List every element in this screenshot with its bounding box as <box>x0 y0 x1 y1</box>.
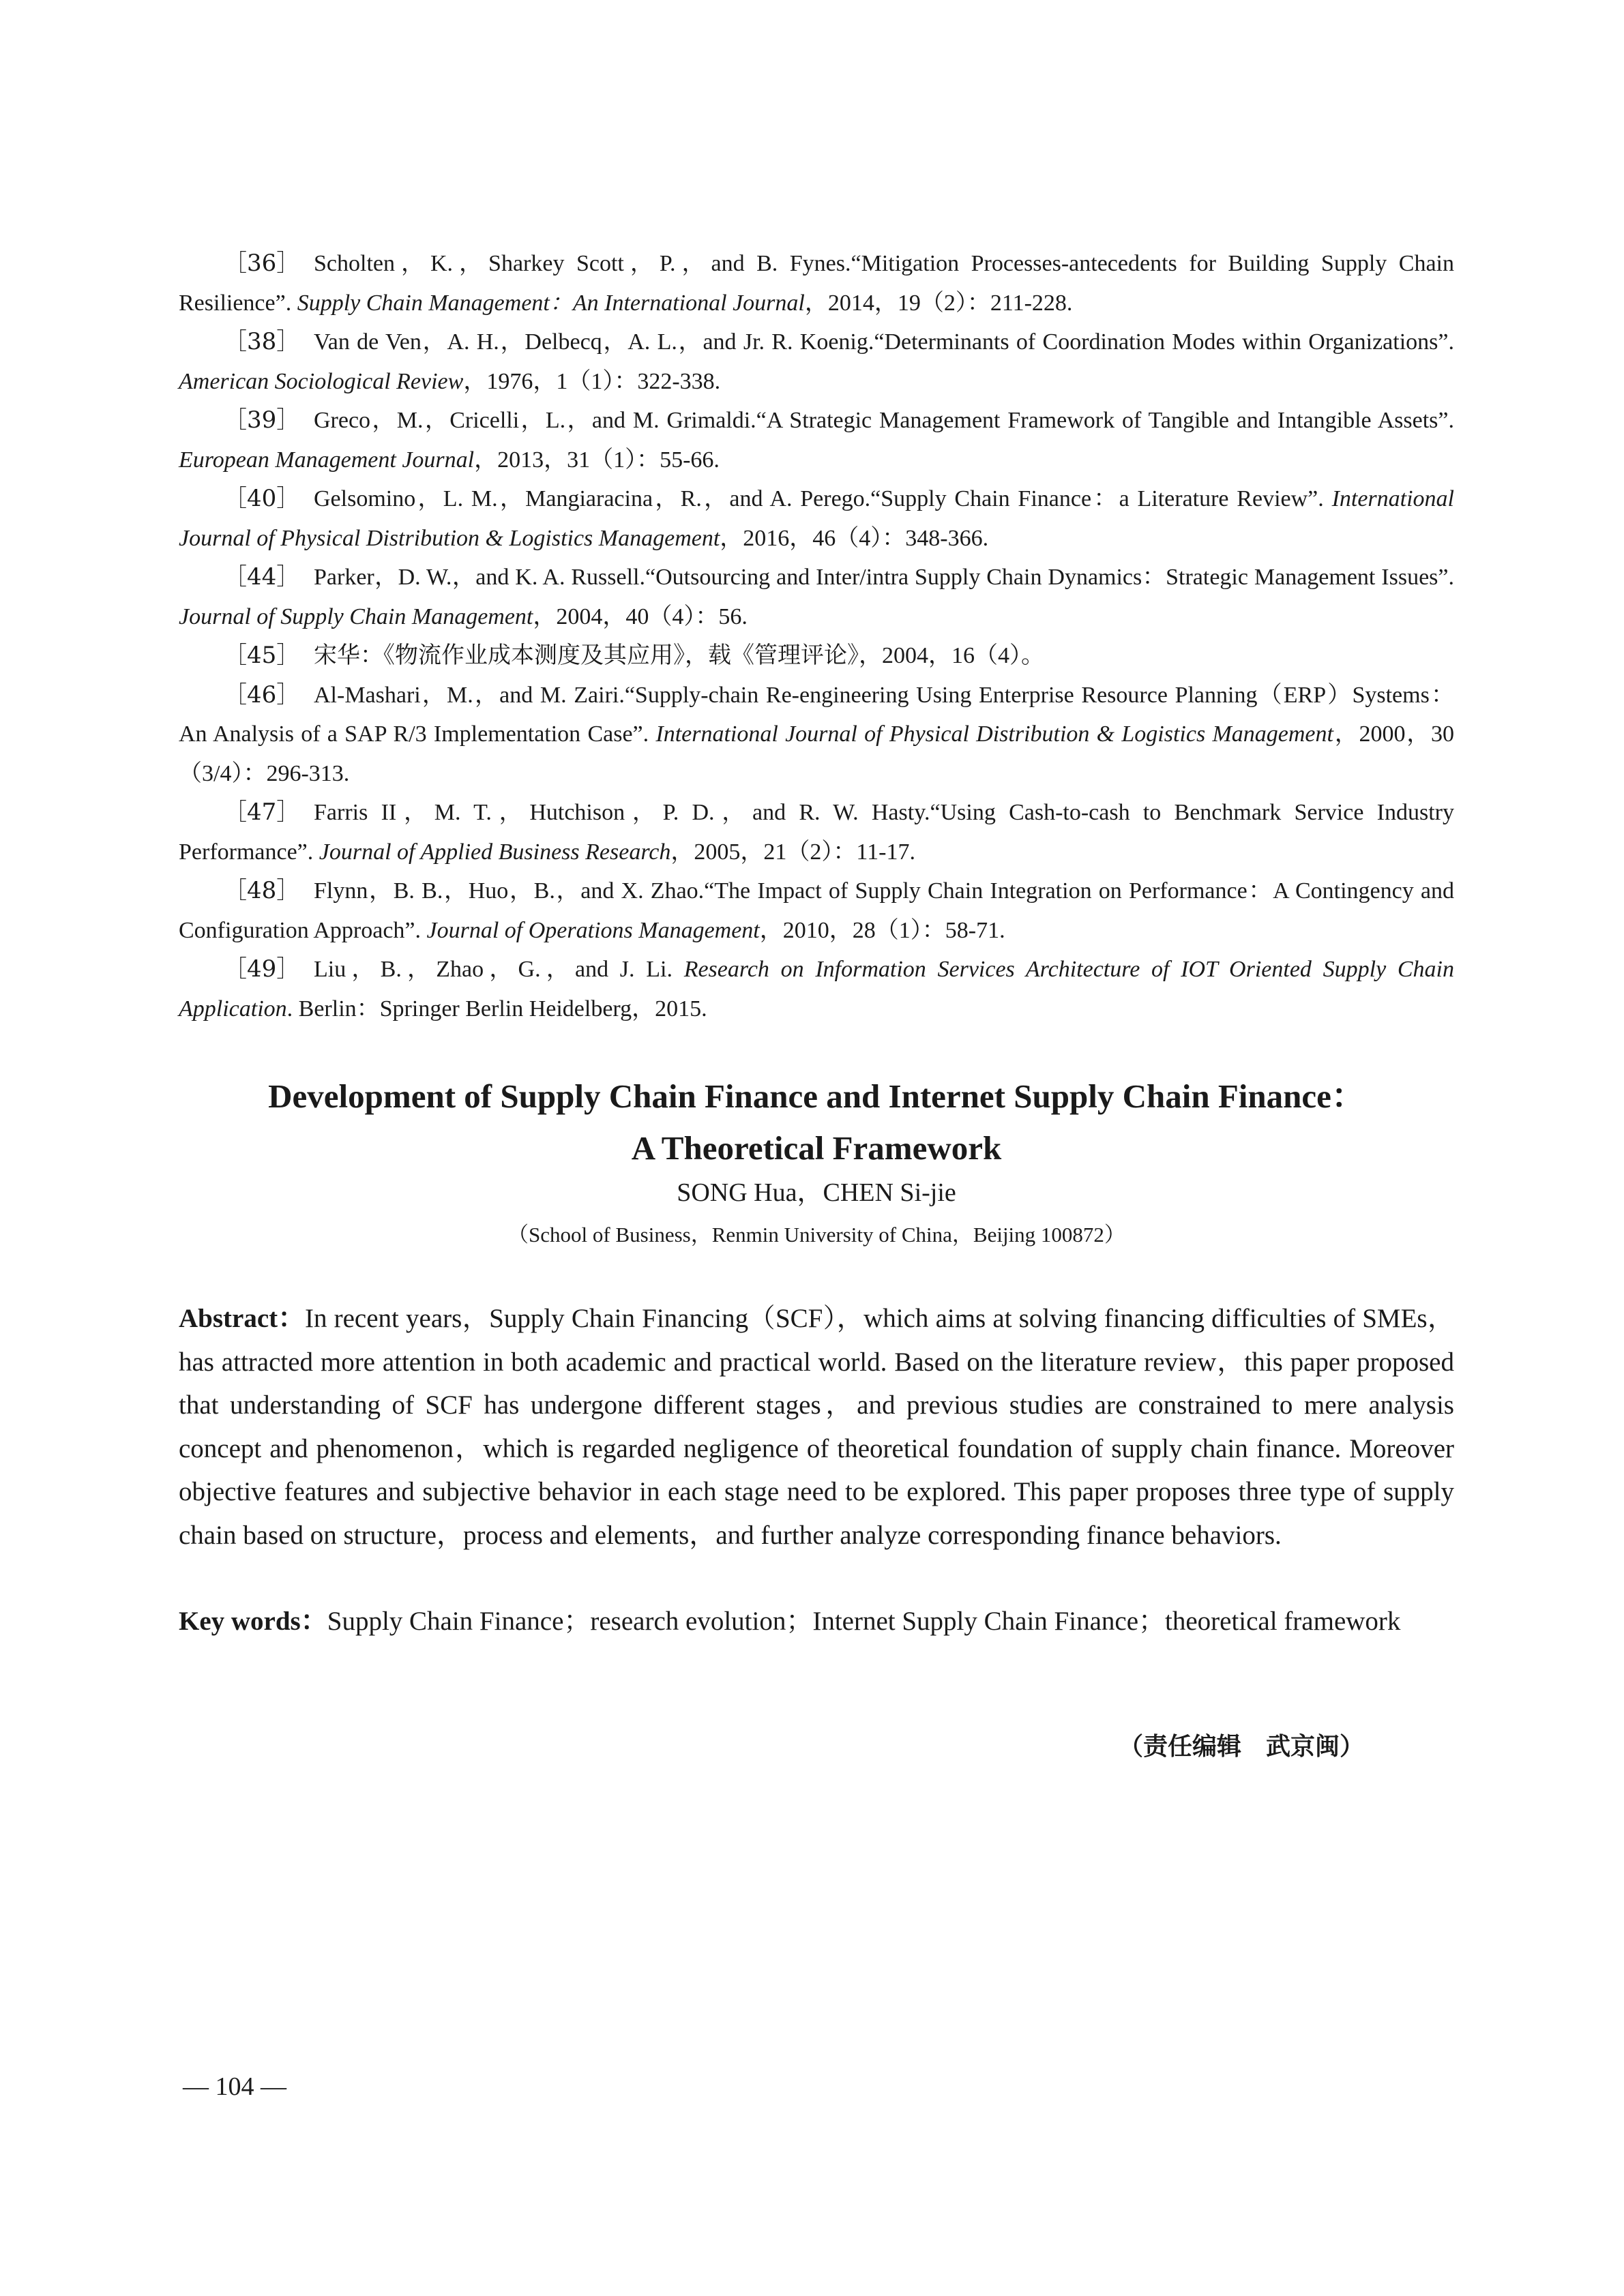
reference-text: Farris II，M. T.，Hutchison，P. D.，and R. W. Hasty.“Using Cash-to-cash to Benchmark Service Industry Performance”. <box>179 800 1454 865</box>
reference-item <box>179 244 1454 323</box>
reference-details: ，2010，28（1）：58-71. <box>759 917 1005 943</box>
editor-note: （责任编辑 武京闽） <box>1119 1733 1365 1761</box>
reference-source: International Journal of Physical Distribution & Logistics Management <box>655 721 1333 747</box>
english-title <box>179 1071 1454 1174</box>
abstract-text: In recent years，Supply Chain Financing（SCF），which aims at solving financing difficulties of SMEs，has attracted more attention in both academic and practical world. Based on the literature review，this paper proposed that understanding of SCF has undergone different stages，and previous studies are constrained to mere analysis concept and phenomenon，which is regarded negligence of theoretical foundation of supply chain finance. Moreover objective features and subjective behavior in each stage need to be explored. This paper proposes three type of supply chain based on structure，process and elements，and further analyze corresponding finance behaviors. <box>179 1304 1455 1550</box>
reference-text: Liu，B.，Zhao，G.，and J. Li. <box>314 957 684 982</box>
reference-source: Journal of Operations Management <box>426 917 760 943</box>
reference-text: Parker，D. W.，and K. A. Russell.“Outsourcing and Inter/intra Supply Chain Dynamics：Strategic Management Issues”. <box>314 565 1454 590</box>
reference-number: ［39］ <box>224 406 300 434</box>
reference-item <box>179 950 1454 1028</box>
reference-number: ［45］ <box>224 642 300 669</box>
reference-source: Journal of Supply Chain Management <box>179 603 533 629</box>
title-line-2: A Theoretical Framework <box>631 1129 1002 1167</box>
title-line-1: Development of Supply Chain Finance and Internet Supply Chain Finance： <box>268 1077 1365 1115</box>
reference-item <box>179 323 1454 401</box>
reference-text: Scholten，K.，Sharkey Scott，P.，and B. Fynes.“Mitigation Processes-antecedents for Building Supply Chain Resilience”. <box>179 251 1454 316</box>
reference-text: Gelsomino，L. M.，Mangiaracina，R.，and A. Perego.“Supply Chain Finance：a Literature Review”. <box>314 486 1332 511</box>
reference-details: ，2013，31（1）：55-66. <box>474 447 720 473</box>
reference-source: Research on Information Services Architecture of IOT Oriented Supply Chain Application <box>179 957 1454 1022</box>
reference-details: ，2000，30（3/4）：296-313. <box>179 721 1455 786</box>
reference-number: ［44］ <box>224 563 300 591</box>
authors: SONG Hua，CHEN Si-jie <box>677 1178 956 1207</box>
abstract-label: Abstract： <box>179 1304 305 1333</box>
reference-source: Supply Chain Management：An International Journal <box>297 290 805 316</box>
reference-source: American Sociological Review <box>179 368 464 394</box>
reference-text: Al-Mashari，M.，and M. Zairi.“Supply-chain Re-engineering Using Enterprise Resource Planning（ERP）Systems：An Analysis of a SAP R/3 Implementation Case”. <box>179 682 1454 747</box>
reference-number: ［40］ <box>224 485 300 512</box>
reference-source: Journal of Applied Business Research <box>319 839 671 865</box>
reference-details: ，2004，40（4）：56. <box>533 603 748 629</box>
keywords-label: Key words： <box>179 1607 327 1636</box>
reference-item <box>179 871 1454 950</box>
reference-source: International Journal of Physical Distribution & Logistics Management <box>179 486 1454 551</box>
reference-number: ［47］ <box>224 799 300 826</box>
reference-details: ，1976，1（1）：322-338. <box>463 368 721 394</box>
affiliation: （School of Business，Renmin University of China，Beijing 100872） <box>507 1223 1125 1247</box>
abstract <box>179 1297 1454 1557</box>
reference-item <box>179 558 1454 636</box>
reference-number: ［46］ <box>224 681 300 709</box>
reference-number: ［38］ <box>224 328 300 355</box>
reference-item <box>179 793 1454 871</box>
reference-item <box>179 636 1454 676</box>
reference-number: ［36］ <box>224 250 300 277</box>
reference-number: ［48］ <box>224 877 300 904</box>
reference-details: ，2014，19（2）：211-228. <box>804 290 1073 316</box>
reference-list <box>179 244 1454 1028</box>
page-number: — 104 — <box>183 2072 286 2101</box>
reference-details: . Berlin：Springer Berlin Heidelberg，2015. <box>286 996 707 1022</box>
reference-item <box>179 676 1454 794</box>
reference-details: ，2016，46（4）：348-366. <box>720 525 989 551</box>
keywords <box>179 1600 1454 1643</box>
reference-text: Van de Ven，A. H.，Delbecq，A. L.，and Jr. R. Koenig.“Determinants of Coordination Modes within Organizations”. <box>314 329 1454 355</box>
reference-item <box>179 401 1454 479</box>
reference-text: Flynn，B. B.，Huo，B.，and X. Zhao.“The Impact of Supply Chain Integration on Performance：A Contingency and Configuration Approach”. <box>179 878 1454 943</box>
reference-number: ［49］ <box>224 955 300 983</box>
reference-item <box>179 479 1454 558</box>
keywords-text: Supply Chain Finance；research evolution；Internet Supply Chain Finance；theoretical framework <box>327 1607 1401 1636</box>
reference-details: ，2005，21（2）：11-17. <box>670 839 915 865</box>
reference-text: Greco，M.，Cricelli，L.，and M. Grimaldi.“A Strategic Management Framework of Tangible and Intangible Assets”. <box>314 408 1454 433</box>
reference-source: European Management Journal <box>179 447 475 473</box>
reference-text: 宋华：《物流作业成本测度及其应用》，载《管理评论》，2004，16（4）。 <box>314 643 1044 668</box>
